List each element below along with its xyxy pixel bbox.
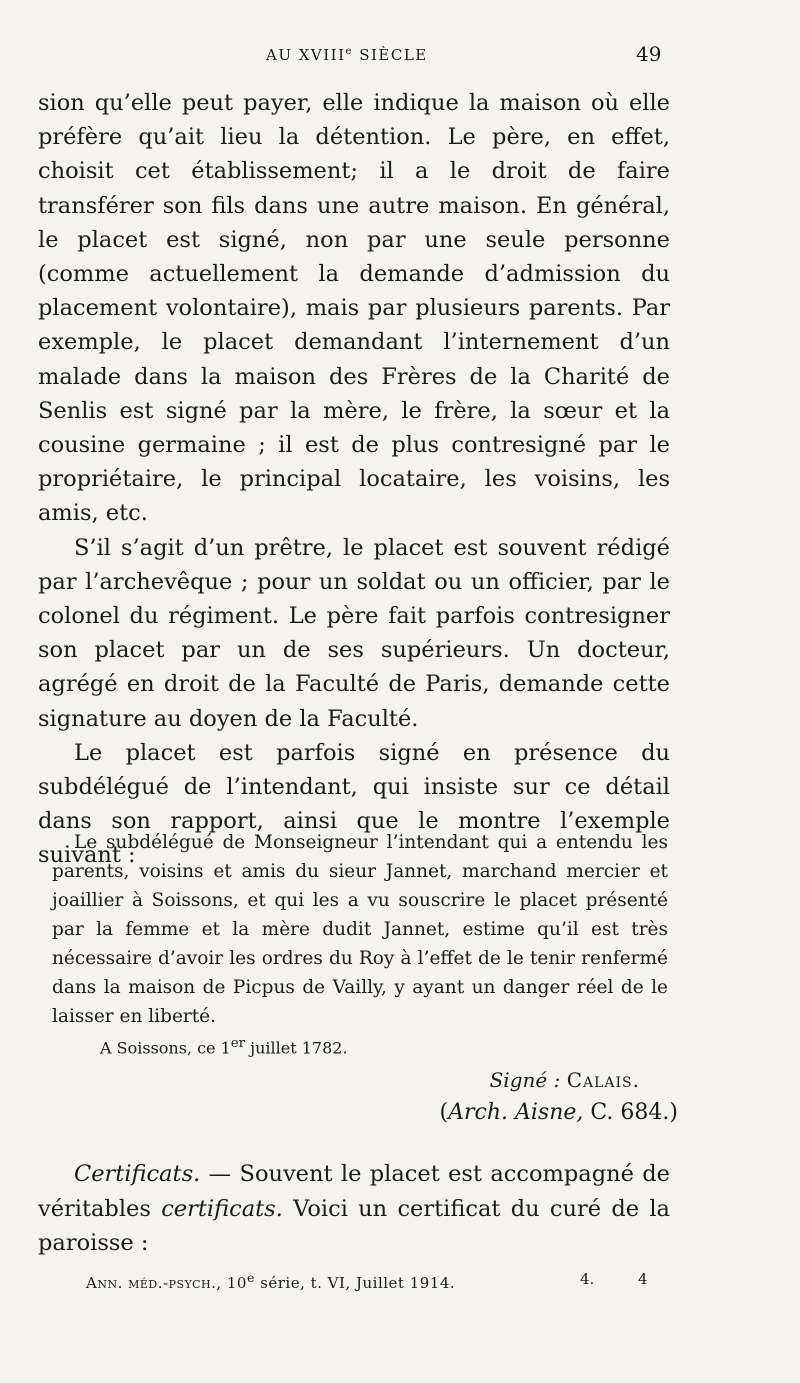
page-number: 49 — [636, 42, 662, 66]
running-title — [266, 46, 428, 64]
journal-issue: série, t. VI, Juillet 1914. — [254, 1274, 456, 1292]
journal-citation — [86, 1270, 455, 1292]
arch-source: Arch. Aisne, — [448, 1100, 584, 1125]
journal-name: Ann. méd.-psych., — [86, 1274, 222, 1292]
arch-open: ( — [439, 1100, 449, 1125]
paragraph-continuation: sion qu’elle peut payer, elle indique la maison où elle préfère qu’ait lieu la détention. Le père, en effet, choisit cet établissement; il a le droit de faire transférer son fils dans une autre maison. En général, le placet est signé, non par une seule personne (comme actuellement la demande d’admission du placement volontaire), mais par plusieurs parents. Par exemple, le placet demandant l’internement d’un malade dans la maison des Frères de la Charité de Senlis est signé par la mère, le frère, la sœur et la cousine germaine ; il est de plus contresigné par le propriétaire, le principal locataire, les voisins, les amis, etc. — [38, 90, 670, 527]
journal-series-sup: e — [246, 1270, 255, 1285]
paragraph-certificats — [38, 1157, 670, 1261]
main-text — [38, 86, 670, 873]
running-title-sup: e — [345, 46, 353, 57]
certificats-section — [38, 1157, 670, 1261]
quote-text: Le subdélégué de Monseigneur l’intendant qui a entendu les parents, voisins et amis du sieur Jannet, marchand mercier et joaillier à Soissons, et qui les a vu souscrire le placet présenté par la femme et la mère dudit Jannet, estime qu’il est très nécessaire d’avoir les ordres du Roy à l’effet de le tenir renfermé dans la maison de Picpus de Vailly, y ayant un danger réel de le laisser en liberté. — [52, 832, 668, 1027]
quote-dateline — [100, 1036, 348, 1057]
dateline-post: juillet 1782. — [245, 1038, 348, 1058]
running-header — [0, 42, 800, 76]
cert-text-2: Voici un certificat du curé de la paroisse : — [38, 1195, 670, 1256]
journal-series-num: 10 — [221, 1274, 247, 1292]
paragraph-pretre: S’il s’agit d’un prêtre, le placet est souvent rédigé par l’archevêque ; pour un soldat ou un officier, par le colonel du régiment. Le père fait parfois contresigner son placet par un de ses supérieurs. Un docteur, agrégé en droit de la Faculté de Paris, demande cette signature au doyen de la Faculté. — [38, 534, 670, 732]
signature-mark-2: 4 — [638, 1270, 648, 1288]
archive-reference — [440, 1100, 678, 1125]
signed-name: Calais. — [566, 1068, 640, 1092]
signature-mark: 4. — [580, 1270, 595, 1288]
paragraph-subdelegue: Le placet est parfois signé en présence du subdélégué de l’intendant, qui insiste sur ce détail dans son rapport, ainsi que le montre l’exemple suivant : — [38, 739, 670, 869]
arch-cote: C. 684.) — [583, 1100, 678, 1125]
dateline-sup: er — [230, 1036, 246, 1051]
cert-emphasis: certificats. — [161, 1195, 283, 1222]
quoted-document — [52, 828, 668, 1031]
running-title-text: AU XVIII — [266, 46, 346, 64]
running-title-end: SIÈCLE — [352, 46, 428, 64]
quote-signature — [490, 1068, 640, 1092]
cert-text-1: — Souvent le placet est accompagné de véritables — [38, 1161, 670, 1222]
dateline-pre: A Soissons, ce 1 — [100, 1038, 231, 1058]
signed-label: Signé : — [489, 1068, 561, 1092]
section-heading: Certificats. — [74, 1161, 201, 1187]
